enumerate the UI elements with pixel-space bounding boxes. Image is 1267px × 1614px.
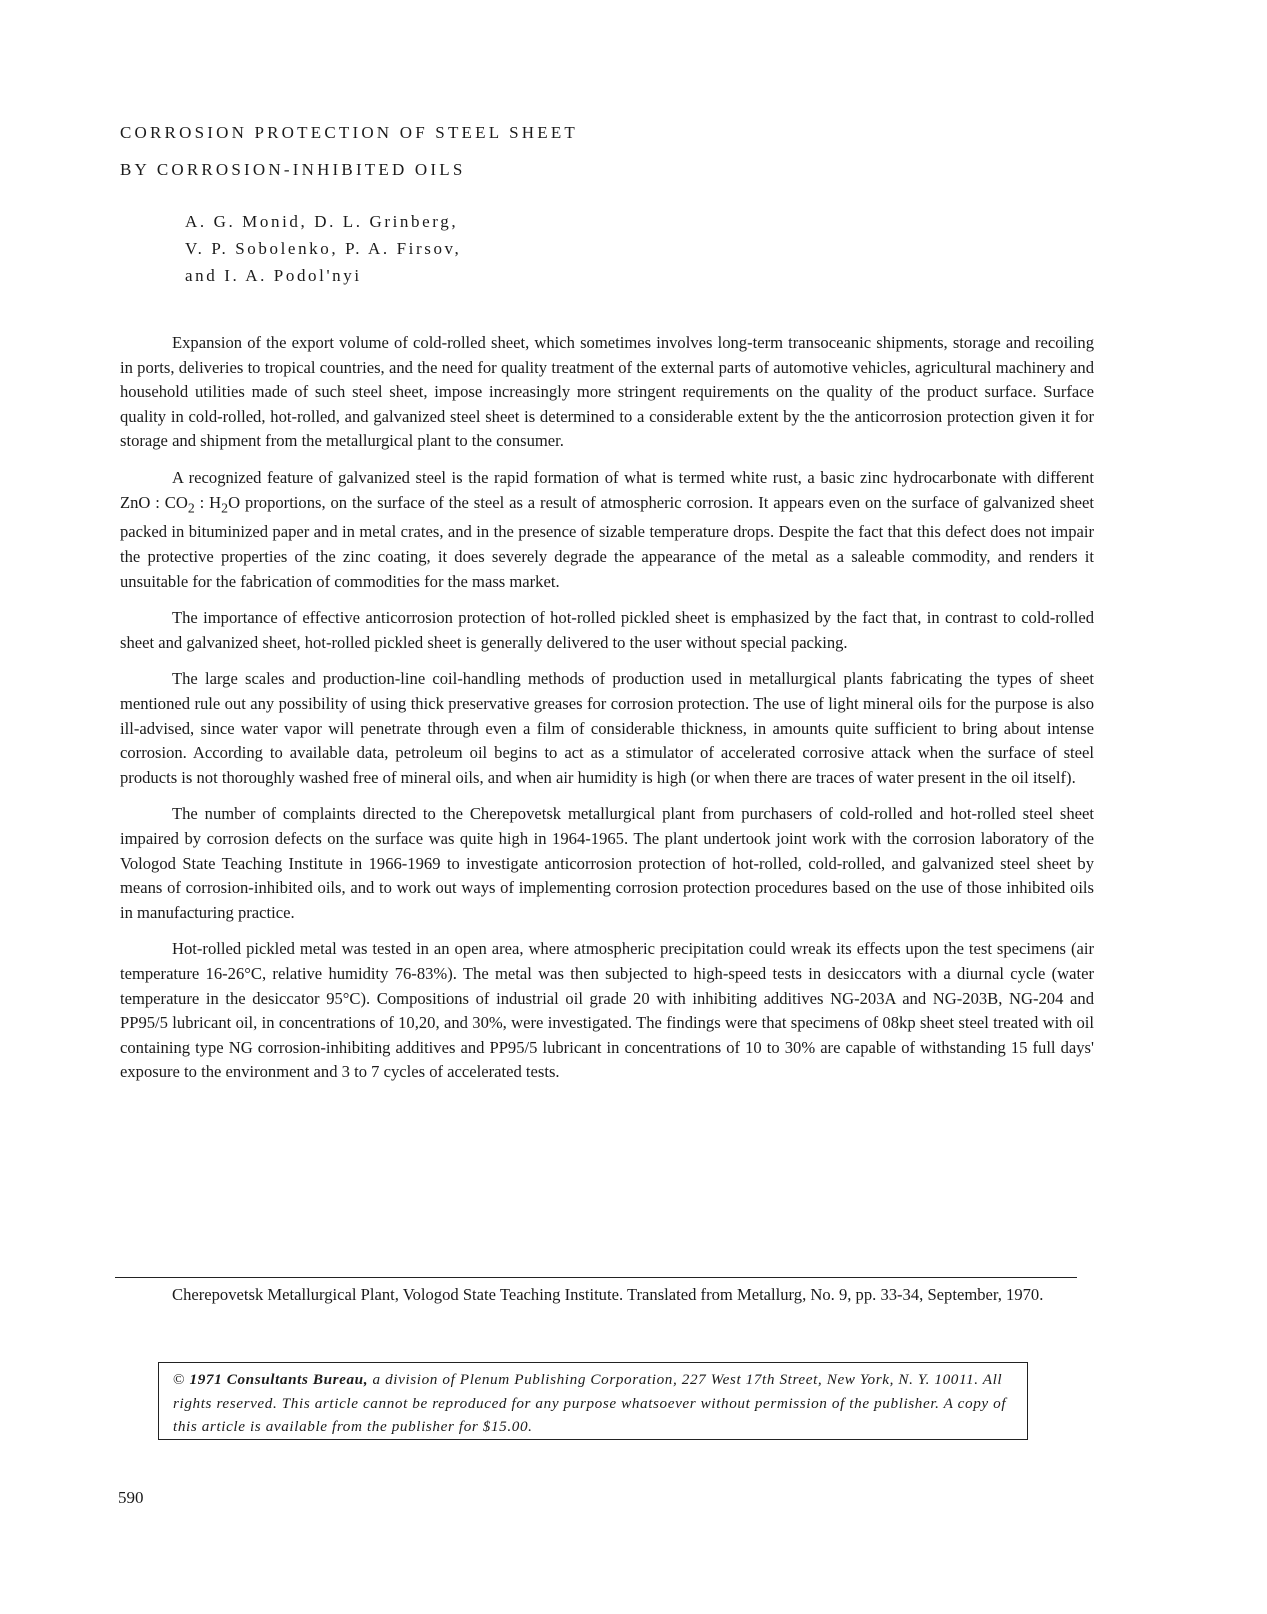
copyright-text: a division of Plenum Publishing Corporation, 227 West 17th Street, New York, N. Y. 10011. All rights reserved. This article cannot be reproduced for any purpose whatsoever without permission of the publisher. A copy of this article is available from the publisher for $15.00.: [173, 1371, 1007, 1435]
subscript: 2: [187, 499, 195, 515]
paragraph-2: [120, 466, 1094, 594]
article-title-line-2: BY CORROSION-INHIBITED OILS: [120, 160, 466, 179]
author-line: A. G. Monid, D. L. Grinberg,: [185, 212, 459, 231]
copyright-holder: 1971 Consultants Bureau,: [189, 1371, 369, 1388]
paragraph-2-part-a: A recognized feature of galvanized steel is the rapid formation of what is termed white rust, a basic zinc hydrocarbonate with different ZnO : CO: [120, 467, 1094, 512]
paragraph-2-part-b: : H: [194, 492, 222, 512]
article-title-line-1: CORROSION PROTECTION OF STEEL SHEET: [120, 123, 578, 142]
copyright-symbol: ©: [173, 1371, 186, 1388]
author-list: [185, 208, 461, 289]
paragraph-1: Expansion of the export volume of cold-rolled sheet, which sometimes involves long-term transoceanic shipments, storage and recoiling in ports, deliveries to tropical countries, and the need for quality treatment of the external parts of automotive vehicles, agricultural machinery and household utilities made of such steel sheet, impose increasingly more stringent requirements on the quality of the product surface. Surface quality in cold-rolled, hot-rolled, and galvanized steel sheet is determined to a considerable extent by the the anticorrosion protection given it for storage and shipment from the metallurgical plant to the consumer.: [120, 333, 1094, 451]
paragraph-3: The importance of effective anticorrosion protection of hot-rolled pickled sheet is emphasized by the fact that, in contrast to cold-rolled sheet and galvanized sheet, hot-rolled pickled sheet is generally delivered to the user without special packing.: [120, 608, 1094, 652]
subscript: 2: [221, 499, 229, 515]
affiliation-footnote: Cherepovetsk Metallurgical Plant, Vologod State Teaching Institute. Translated from Metallurg, No. 9, pp. 33-34, September, 1970.: [172, 1285, 1044, 1304]
paragraph-4: The large scales and production-line coil-handling methods of production used in metallurgical plants fabricating the types of sheet mentioned rule out any possibility of using thick preservative greases for corrosion protection. The use of light mineral oils for the purpose is also ill-advised, since water vapor will penetrate through even a film of considerable thickness, in amounts quite sufficient to bring about intense corrosion. According to available data, petroleum oil begins to act as a stimulator of accelerated corrosive attack when the surface of steel products is not thoroughly washed free of mineral oils, and when air humidity is high (or when there are traces of water present in the oil itself).: [120, 669, 1094, 787]
paragraph-6: Hot-rolled pickled metal was tested in an open area, where atmospheric precipitation could wreak its effects upon the test specimens (air temperature 16-26°C, relative humidity 76-83%). The metal was then subjected to high-speed tests in desiccators with a diurnal cycle (water temperature in the desiccator 95°C). Compositions of industrial oil grade 20 with inhibiting additives NG-203A and NG-203B, NG-204 and PP95/5 lubricant oil, in concentrations of 10,20, and 30%, were investigated. The findings were that specimens of 08kp sheet steel treated with oil containing type NG corrosion-inhibiting additives and PP95/5 lubricant in concentrations of 10 to 30% are capable of withstanding 15 full days' exposure to the environment and 3 to 7 cycles of accelerated tests.: [120, 939, 1094, 1082]
article-body: [120, 331, 1094, 1097]
paragraph-2-part-c: O proportions, on the surface of the steel as a result of atmospheric corrosion. It appears even on the surface of galvanized sheet packed in bituminized paper and in metal crates, and in the presence of sizable temperature drops. Despite the fact that this defect does not impair the protective properties of the zinc coating, it does severely degrade the appearance of the metal as a saleable commodity, and renders it unsuitable for the fabrication of commodities for the mass market.: [120, 492, 1095, 591]
author-line: V. P. Sobolenko, P. A. Firsov,: [185, 239, 462, 258]
page-number: 590: [118, 1488, 144, 1507]
copyright-notice: [158, 1362, 1028, 1440]
author-line: and I. A. Podol'nyi: [185, 266, 362, 285]
paragraph-5: The number of complaints directed to the Cherepovetsk metallurgical plant from purchasers of cold-rolled and hot-rolled steel sheet impaired by corrosion defects on the surface was quite high in 1964-1965. The plant undertook joint work with the corrosion laboratory of the Vologod State Teaching Institute in 1966-1969 to investigate anticorrosion protection of hot-rolled, cold-rolled, and galvanized steel sheet by means of corrosion-inhibited oils, and to work out ways of implementing corrosion protection procedures based on the use of those inhibited oils in manufacturing practice.: [120, 804, 1094, 922]
footnote-divider: [115, 1277, 1077, 1278]
